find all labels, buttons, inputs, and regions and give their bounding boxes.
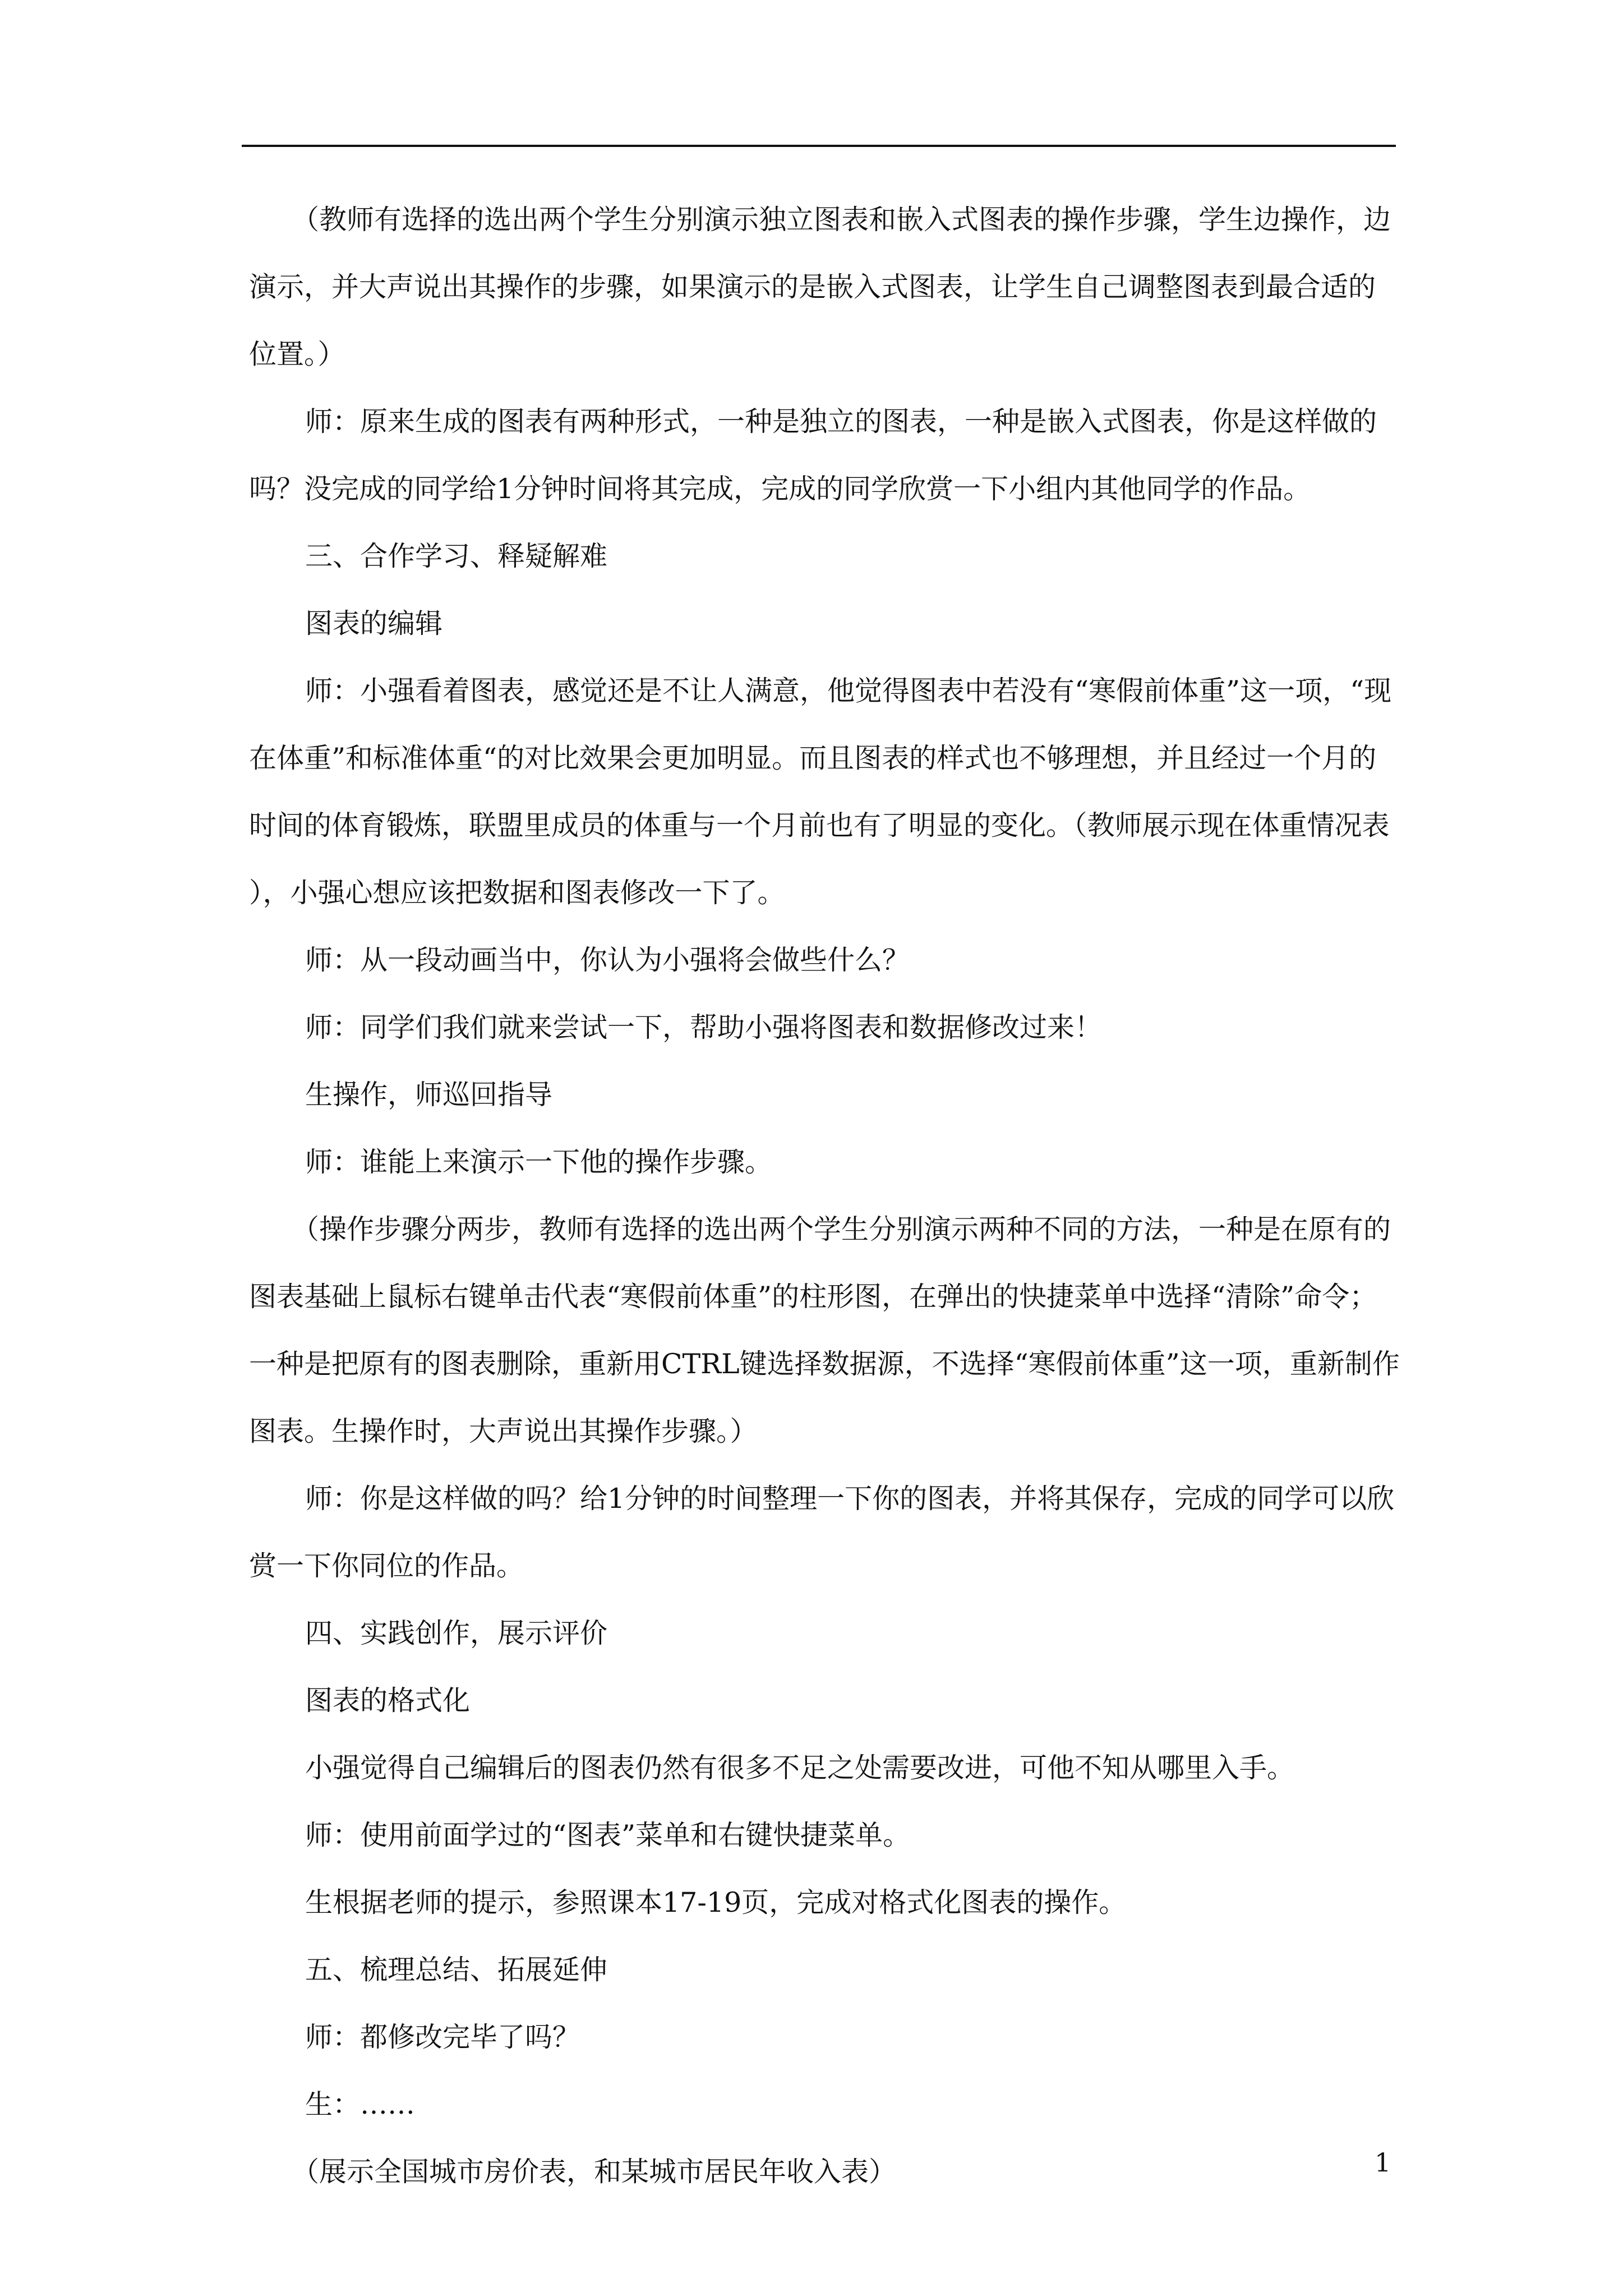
subheading-chart-editing: 图表的编辑 — [305, 608, 443, 639]
paragraph-who-demo: 师：谁能上来演示一下他的操作步骤。 — [305, 1146, 773, 1178]
header-rule — [242, 145, 1396, 147]
paragraph-xiaoqiang-chart: 师：小强看着图表，感觉还是不让人满意，他觉得图表中若没有“寒假前体重”这一项，“现在体重”和标准体重“的对比效果会更加明显。而且图表的样式也不够理想，并且经过一个月的时间的体育锻炼，联盟里成员的体重与一个月前也有了明显的变化。（教师展示现在体重情况表），小强心想应该把数据和图表修改一下了。 — [249, 675, 1392, 909]
paragraph-two-methods: （操作步骤分两步，教师有选择的选出两个学生分别演示两种不同的方法，一种是在原有的图表基础上鼠标右键单击代表“寒假前体重”的柱形图，在弹出的快捷菜单中选择“清除”命令；一种是把原有的图表删除，重新用CTRL键选择数据源，不选择“寒假前体重”这一项，重新制作图表。生操作时，大声说出其操作步骤。） — [249, 1213, 1400, 1447]
subheading-chart-formatting: 图表的格式化 — [305, 1685, 471, 1717]
paragraph-save-chart: 师：你是这样做的吗？给1分钟的时间整理一下你的图表，并将其保存，完成的同学可以欣赏一下你同位的作品。 — [249, 1483, 1395, 1582]
paragraph-show-tables: （展示全国城市房价表，和某城市居民年收入表） — [292, 2156, 897, 2188]
paragraph-textbook-reference: 生根据老师的提示，参照课本17-19页，完成对格式化图表的操作。 — [305, 1887, 1127, 1918]
paragraph-try-modify: 师：同学们我们就来尝试一下，帮助小强将图表和数据修改过来！ — [305, 1011, 1103, 1043]
section-heading-practice: 四、实践创作，展示评价 — [305, 1617, 608, 1649]
paragraph-students-operate: 生操作，师巡回指导 — [305, 1079, 553, 1111]
paragraph-use-menu: 师：使用前面学过的“图表”菜单和右键快捷菜单。 — [305, 1819, 911, 1851]
paragraph-teacher-demo-note: （教师有选择的选出两个学生分别演示独立图表和嵌入式图表的操作步骤，学生边操作，边演示，并大声说出其操作的步骤，如果演示的是嵌入式图表，让学生自己调整图表到最合适的位置。） — [249, 204, 1391, 370]
paragraph-student-answer: 生：…… — [305, 2088, 416, 2120]
paragraph-improve-chart: 小强觉得自己编辑后的图表仍然有很多不足之处需要改进，可他不知从哪里入手。 — [305, 1752, 1295, 1784]
section-heading-cooperative-learning: 三、合作学习、释疑解难 — [305, 540, 608, 572]
paragraph-animation-question: 师：从一段动画当中，你认为小强将会做些什么？ — [305, 944, 910, 976]
paragraph-chart-forms: 师：原来生成的图表有两种形式，一种是独立的图表，一种是嵌入式图表，你是这样做的吗？没完成的同学给1分钟时间将其完成，完成的同学欣赏一下小组内其他同学的作品。 — [249, 406, 1377, 505]
page-number: 1 — [1375, 2147, 1391, 2178]
document-body — [249, 186, 1400, 2206]
paragraph-finished-question: 师：都修改完毕了吗？ — [305, 2021, 580, 2053]
section-heading-summary: 五、梳理总结、拓展延伸 — [305, 1954, 608, 1986]
